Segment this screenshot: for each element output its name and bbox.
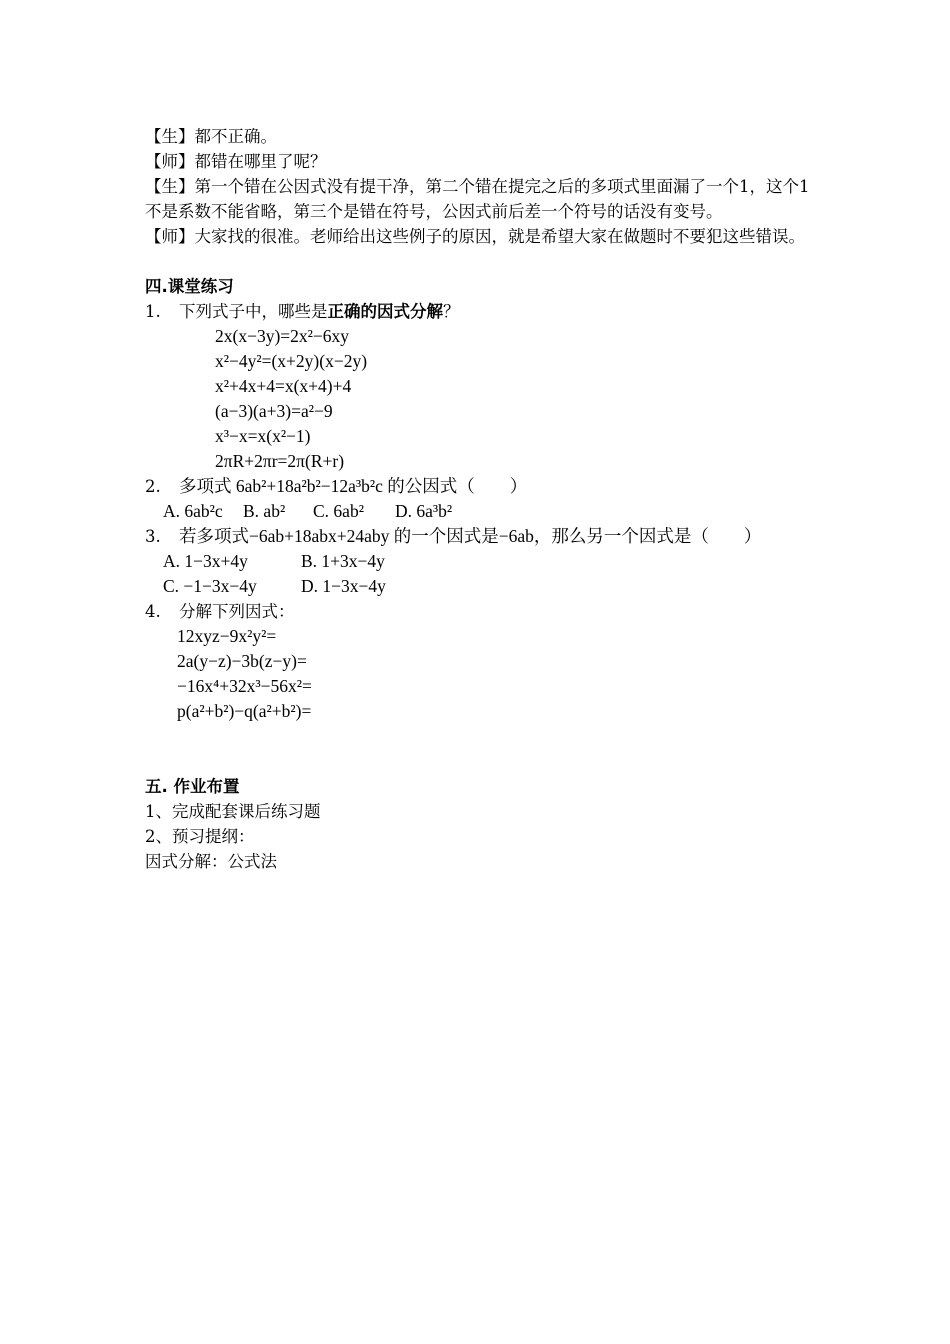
question-text: 多项式 6ab²+18a²b²−12a³b²c 的公因式（ ）: [179, 476, 528, 496]
question-4: [145, 599, 815, 624]
dialogue-line: 【师】都错在哪里了呢？: [145, 152, 327, 171]
question-number: 2.: [145, 477, 161, 496]
document-page: [145, 124, 815, 874]
homework-line: 因式分解：公式法: [145, 852, 277, 871]
option-a: A. 6ab²c: [163, 501, 223, 521]
homework-line: 1、完成配套课后练习题: [145, 802, 321, 821]
question-1: [145, 299, 815, 324]
equation-item: 2πR+2πr=2π(R+r): [215, 451, 345, 471]
question-bold-text: 正确的因式分解: [327, 302, 443, 321]
question-prefix: 下列式子中，哪些是: [179, 302, 328, 321]
dialogue-line: 【师】大家找的很准。老师给出这些例子的原因，就是希望大家在做题时不要犯这些错误。: [145, 227, 805, 246]
question-number: 1.: [145, 302, 161, 321]
factor-item: 12xyz−9x²y²=: [177, 626, 277, 646]
question-number: 4.: [145, 602, 161, 621]
option-b: B. ab²: [243, 501, 286, 521]
question-2: [145, 474, 815, 499]
factor-item: 2a(y−z)−3b(z−y)=: [177, 651, 307, 671]
equation-item: 2x(x−3y)=2x²−6xy: [215, 326, 350, 346]
option-c: C. −1−3x−4y: [163, 576, 257, 596]
options-row: [145, 499, 815, 524]
options-row: [145, 574, 815, 599]
option-b: B. 1+3x−4y: [301, 551, 385, 571]
equation-item: x²+4x+4=x(x+4)+4: [215, 376, 352, 396]
dialogue-line: 【生】都不正确。: [145, 127, 277, 146]
option-d: D. 1−3x−4y: [301, 576, 386, 596]
options-row: [145, 549, 815, 574]
question-text: 分解下列因式：: [179, 602, 295, 621]
homework-line: 2、预习提纲：: [145, 827, 255, 846]
equation-item: (a−3)(a+3)=a²−9: [215, 401, 333, 421]
equation-item: x²−4y²=(x+2y)(x−2y): [215, 351, 368, 371]
question-3: [145, 524, 815, 549]
equation-item: x³−x=x(x²−1): [215, 426, 311, 446]
option-a: A. 1−3x+4y: [163, 551, 248, 571]
option-c: C. 6ab²: [313, 501, 364, 521]
section-4-title: 四.课堂练习: [145, 277, 234, 296]
question-suffix: ？: [443, 302, 460, 321]
question-text: 若多项式−6ab+18abx+24aby 的一个因式是−6ab，那么另一个因式是（ ）: [179, 526, 762, 546]
factor-item: −16x⁴+32x³−56x²=: [177, 676, 312, 696]
dialogue-line: 【生】第一个错在公因式没有提干净，第二个错在提完之后的多项式里面漏了一个1，这个1不是系数不能省略，第三个是错在符号，公因式前后差一个符号的话没有变号。: [145, 177, 810, 221]
factor-item: p(a²+b²)−q(a²+b²)=: [177, 701, 312, 721]
section-5-title: 五. 作业布置: [145, 777, 240, 796]
option-d: D. 6a³b²: [395, 501, 453, 521]
question-number: 3.: [145, 527, 161, 546]
